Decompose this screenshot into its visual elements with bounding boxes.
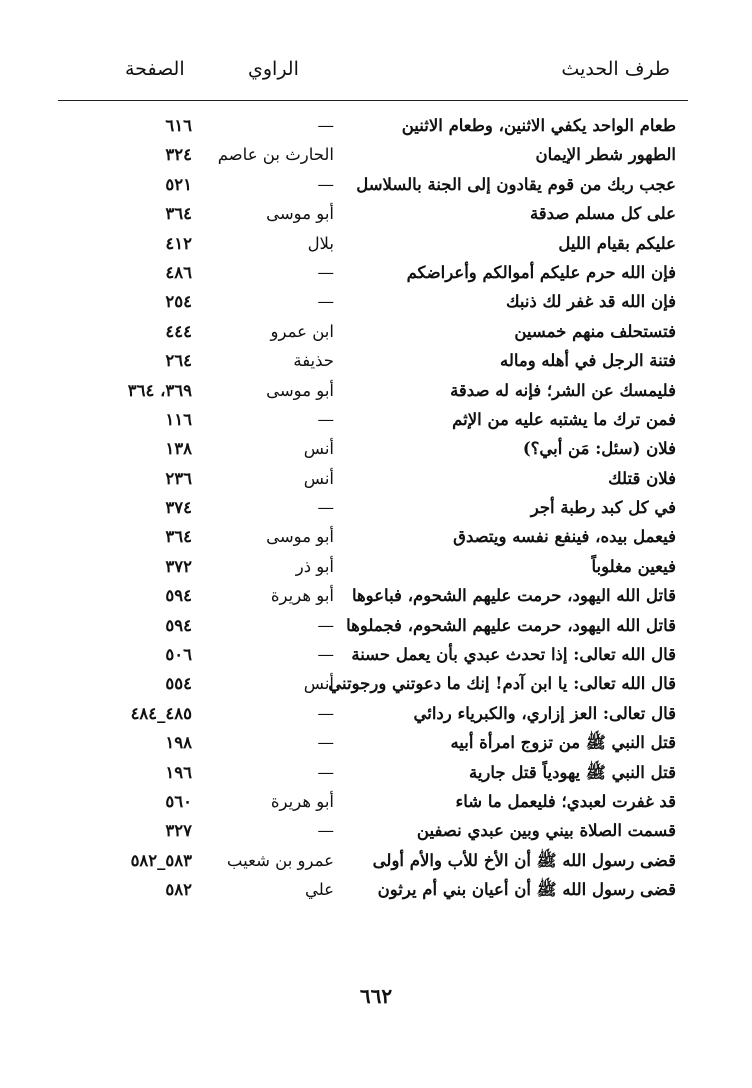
page-ref: ٣٦٤ bbox=[165, 527, 192, 547]
hadith-text: قضى رسول الله ﷺ أن الأخ للأب والأم أولى bbox=[372, 850, 676, 870]
hadith-text: فإن الله حرم عليكم أموالكم وأعراضكم bbox=[406, 262, 676, 282]
narrator: أنس bbox=[303, 674, 334, 694]
page-ref: ٣٦٩، ٣٦٤ bbox=[127, 380, 192, 400]
table-row bbox=[0, 347, 752, 376]
narrator: أبو موسى bbox=[266, 527, 334, 547]
table-row bbox=[0, 171, 752, 200]
table-row bbox=[0, 670, 752, 699]
page-ref: ٤١٢ bbox=[165, 233, 192, 253]
table-row bbox=[0, 582, 752, 611]
narrator: — bbox=[317, 409, 334, 429]
page-ref: ٦١٦ bbox=[165, 116, 192, 135]
hadith-text: قال الله تعالى: يا ابن آدم! إنك ما دعوتني ورجوتني bbox=[328, 674, 676, 694]
hadith-text: طعام الواحد يكفي الاثنين، وطعام الاثنين bbox=[401, 116, 676, 135]
table-row bbox=[0, 141, 752, 170]
hadith-text: فإن الله قد غفر لك ذنبك bbox=[505, 292, 676, 312]
header-page: الصفحة bbox=[125, 58, 185, 80]
narrator: ابن عمرو bbox=[270, 321, 334, 341]
hadith-text: فتستحلف منهم خمسين bbox=[514, 321, 676, 341]
page-ref: ٥٥٤ bbox=[165, 674, 192, 694]
table-header bbox=[0, 58, 752, 92]
page-ref: ٥٨٢ bbox=[165, 880, 192, 900]
header-narrator: الراوي bbox=[248, 58, 299, 80]
table-row bbox=[0, 553, 752, 582]
header-hadith: طرف الحديث bbox=[561, 58, 670, 80]
hadith-text: قد غفرت لعبدي؛ فليعمل ما شاء bbox=[455, 791, 676, 811]
narrator: — bbox=[317, 821, 334, 841]
page-ref: ١٣٨ bbox=[165, 439, 192, 459]
table-row bbox=[0, 259, 752, 288]
hadith-text: قاتل الله اليهود، حرمت عليهم الشحوم، فباعوها bbox=[351, 586, 676, 606]
narrator: حذيفة bbox=[293, 351, 334, 371]
hadith-text: قسمت الصلاة بيني وبين عبدي نصفين bbox=[416, 821, 676, 841]
table-row bbox=[0, 523, 752, 552]
page-ref: ٥٩٤ bbox=[165, 615, 192, 635]
hadith-text: فتنة الرجل في أهله وماله bbox=[499, 351, 676, 371]
page-ref: ٣٦٤ bbox=[165, 204, 192, 224]
narrator: — bbox=[317, 174, 334, 194]
narrator: — bbox=[317, 262, 334, 282]
narrator: أبو هريرة bbox=[270, 791, 334, 811]
table-row bbox=[0, 230, 752, 259]
narrator: — bbox=[317, 762, 334, 782]
narrator: — bbox=[317, 703, 334, 723]
narrator: بلال bbox=[307, 233, 334, 253]
narrator: علي bbox=[304, 880, 334, 900]
hadith-text: في كل كبد رطبة أجر bbox=[530, 498, 676, 518]
table-row bbox=[0, 406, 752, 435]
hadith-text: عليكم بقيام الليل bbox=[558, 233, 676, 253]
hadith-text: على كل مسلم صدقة bbox=[529, 204, 676, 224]
narrator: — bbox=[317, 292, 334, 312]
page-ref: ٥٨٣_٥٨٢ bbox=[130, 850, 192, 870]
page-ref: ٢٥٤ bbox=[165, 292, 192, 312]
hadith-text: قتل النبي ﷺ من تزوج امرأة أبيه bbox=[450, 733, 676, 753]
narrator: أبو موسى bbox=[266, 380, 334, 400]
narrator: أنس bbox=[303, 468, 334, 488]
narrator: — bbox=[317, 615, 334, 635]
page-ref: ٢٣٦ bbox=[165, 468, 192, 488]
table-row bbox=[0, 817, 752, 846]
narrator: — bbox=[317, 733, 334, 753]
hadith-text: فليمسك عن الشر؛ فإنه له صدقة bbox=[450, 380, 676, 400]
page-ref: ٣٢٤ bbox=[165, 145, 192, 165]
narrator: — bbox=[317, 645, 334, 665]
table-row bbox=[0, 200, 752, 229]
page-ref: ٣٧٤ bbox=[165, 498, 192, 518]
narrator: أبو ذر bbox=[295, 556, 334, 576]
hadith-text: فيعين مغلوباً bbox=[591, 556, 676, 576]
table-row bbox=[0, 847, 752, 876]
narrator: الحارث بن عاصم bbox=[217, 145, 334, 165]
narrator: أنس bbox=[303, 439, 334, 459]
hadith-text: عجب ربك من قوم يقادون إلى الجنة بالسلاسل bbox=[356, 174, 676, 194]
hadith-text: قال الله تعالى: إذا تحدث عبدي بأن يعمل حسنة bbox=[351, 645, 676, 665]
page-ref: ١٩٨ bbox=[165, 733, 192, 753]
table-row bbox=[0, 700, 752, 729]
page-ref: ٤٨٦ bbox=[165, 262, 192, 282]
page-number: ٦٦٢ bbox=[359, 984, 393, 1008]
table-row bbox=[0, 112, 752, 141]
header-divider bbox=[58, 100, 688, 101]
page-ref: ٥٦٠ bbox=[165, 791, 192, 811]
page-ref: ٣٧٢ bbox=[165, 556, 192, 576]
page-ref: ٣٢٧ bbox=[165, 821, 192, 841]
hadith-text: فيعمل بيده، فينفع نفسه ويتصدق bbox=[453, 527, 676, 547]
narrator: — bbox=[317, 498, 334, 518]
page-ref: ٥٠٦ bbox=[165, 645, 192, 665]
narrator: عمرو بن شعيب bbox=[226, 850, 334, 870]
hadith-text: الطهور شطر الإيمان bbox=[535, 145, 676, 165]
hadith-text: فمن ترك ما يشتبه عليه من الإثم bbox=[452, 409, 676, 429]
table-row bbox=[0, 288, 752, 317]
narrator: أبو موسى bbox=[266, 204, 334, 224]
narrator: — bbox=[317, 116, 334, 135]
hadith-text: فلان (سئل: مَن أبي؟) bbox=[522, 439, 676, 459]
page-ref: ٥٢١ bbox=[165, 174, 192, 194]
hadith-text: قال تعالى: العز إزاري، والكبرياء ردائي bbox=[413, 703, 676, 723]
table-row bbox=[0, 759, 752, 788]
table-row bbox=[0, 876, 752, 905]
table-row bbox=[0, 612, 752, 641]
page-ref: ٥٩٤ bbox=[165, 586, 192, 606]
table-row bbox=[0, 465, 752, 494]
table-row bbox=[0, 788, 752, 817]
hadith-text: قتل النبي ﷺ يهودياً قتل جارية bbox=[468, 762, 676, 782]
hadith-text: فلان قتلك bbox=[608, 468, 676, 488]
hadith-text: قاتل الله اليهود، حرمت عليهم الشحوم، فجملوها bbox=[346, 615, 676, 635]
table-row bbox=[0, 641, 752, 670]
page-ref: ٤٨٥_٤٨٤ bbox=[130, 703, 192, 723]
page-ref: ٤٤٤ bbox=[165, 321, 192, 341]
page-ref: ١٩٦ bbox=[165, 762, 192, 782]
page-ref: ٢٦٤ bbox=[165, 351, 192, 371]
table-row bbox=[0, 729, 752, 758]
hadith-text: قضى رسول الله ﷺ أن أعيان بني أم يرثون bbox=[377, 880, 676, 900]
page-ref: ١١٦ bbox=[165, 409, 192, 429]
table-row bbox=[0, 435, 752, 464]
table-row bbox=[0, 318, 752, 347]
index-table bbox=[0, 112, 752, 906]
narrator: أبو هريرة bbox=[270, 586, 334, 606]
table-row bbox=[0, 494, 752, 523]
table-row bbox=[0, 377, 752, 406]
